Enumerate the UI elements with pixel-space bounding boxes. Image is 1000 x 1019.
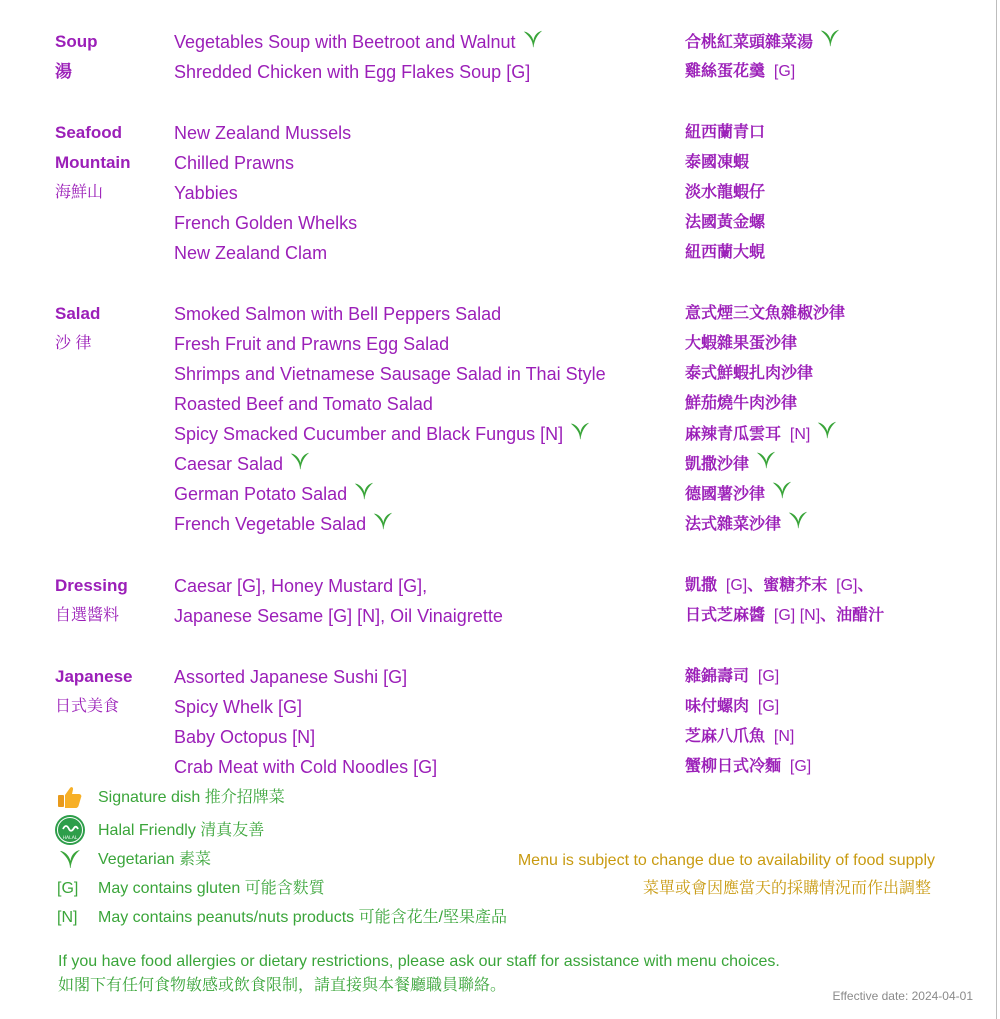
vegetarian-icon: [522, 28, 544, 59]
menu-item-en: Crab Meat with Cold Noodles [G]: [174, 757, 438, 777]
svg-text:HALAL: HALAL: [62, 836, 78, 841]
menu-item-en: Baby Octopus [N]: [174, 727, 316, 747]
menu-item-en: Spicy Smacked Cucumber and Black Fungus [N]: [174, 419, 591, 451]
menu-item-zh: 芝麻八爪魚 [N]: [685, 728, 795, 745]
category-soup-en: Soup: [55, 32, 98, 51]
dressing-line-zh: 日式芝麻醬 [G] [N]、油醋汁: [685, 607, 885, 624]
menu-item-zh: 紐西蘭青口: [685, 124, 766, 141]
legend-nuts: May contains peanuts/nuts products 可能含花生/堅果產品: [98, 909, 508, 926]
menu-item-zh: 法式雜菜沙律: [685, 509, 809, 542]
menu-item-en: Smoked Salmon with Bell Peppers Salad: [174, 304, 502, 324]
effective-date: Effective date: 2024-04-01: [832, 989, 973, 1003]
legend-halal: Halal Friendly 清真友善: [98, 822, 265, 839]
allergy-note-zh: 如閣下有任何食物敏感或飲食限制，請直接與本餐廳職員聯絡。: [58, 977, 507, 994]
dressing-line-en: Caesar [G], Honey Mustard [G],: [174, 576, 428, 596]
category-japanese-en: Japanese: [55, 667, 133, 686]
vegetarian-icon: [372, 510, 394, 541]
menu-item-zh: 德國薯沙律: [685, 479, 793, 512]
menu-item-zh: 法國黃金螺: [685, 214, 766, 231]
menu-item-zh: 合桃紅菜頭雜菜湯: [685, 27, 841, 60]
menu-item-zh: 雞絲蛋花羹 [G]: [685, 63, 796, 80]
menu-item-en: French Golden Whelks: [174, 213, 358, 233]
notice-en: Menu is subject to change due to availability of food supply: [517, 852, 935, 869]
legend-gluten: May contains gluten 可能含麩質: [98, 880, 325, 897]
menu-item-zh: 紐西蘭大蜆: [685, 244, 766, 261]
category-seafood-en-2: Mountain: [55, 153, 131, 172]
vegetarian-icon: [787, 509, 809, 542]
vegetarian-icon: [816, 419, 838, 452]
menu-item-zh: 蟹柳日式冷麵 [G]: [685, 758, 812, 775]
category-dressing-zh: 自選醬料: [55, 607, 120, 624]
vegetarian-icon: [819, 27, 841, 60]
vegetarian-icon: [289, 450, 311, 481]
menu-item-en: Yabbies: [174, 183, 238, 203]
menu-item-zh: 泰國凍蝦: [685, 154, 750, 171]
thumbs-up-icon: [57, 785, 83, 814]
category-salad-zh: 沙 律: [55, 335, 92, 352]
menu-item-en: Spicy Whelk [G]: [174, 697, 303, 717]
menu-item-zh: 鮮茄燒牛肉沙律: [685, 395, 798, 412]
notice-zh: 菜單或會因應當天的採購情況而作出調整: [642, 880, 931, 897]
dressing-line-en: Japanese Sesame [G] [N], Oil Vinaigrette: [174, 606, 503, 626]
category-seafood-en-1: Seafood: [55, 123, 123, 142]
vegetarian-icon: [58, 847, 82, 876]
legend-vegetarian: Vegetarian 素菜: [98, 851, 211, 868]
dressing-line-zh: 凱撒 [G]、蜜糖芥末 [G]、: [685, 577, 874, 594]
menu-item-zh: 泰式鮮蝦扎肉沙律: [685, 365, 814, 382]
menu-item-zh: 凱撒沙律: [685, 449, 777, 482]
legend-signature: Signature dish 推介招牌菜: [98, 789, 285, 806]
vegetarian-icon: [569, 420, 591, 451]
vegetarian-icon: [771, 479, 793, 512]
menu-item-zh: 淡水龍蝦仔: [685, 184, 766, 201]
menu-item-en: Shredded Chicken with Egg Flakes Soup [G]: [174, 62, 531, 82]
menu-item-en: Caesar Salad: [174, 449, 311, 481]
menu-item-zh: 味付螺肉 [G]: [685, 698, 780, 715]
halal-icon: [54, 814, 86, 851]
category-dressing-en: Dressing: [55, 576, 128, 595]
menu-item-zh: 麻辣青瓜雲耳 [N]: [685, 419, 838, 452]
menu-item-en: Vegetables Soup with Beetroot and Walnut: [174, 27, 544, 59]
menu-item-zh: 雜錦壽司 [G]: [685, 668, 780, 685]
menu-item-en: Fresh Fruit and Prawns Egg Salad: [174, 334, 450, 354]
menu-item-en: Chilled Prawns: [174, 153, 295, 173]
nuts-mark: [N]: [57, 909, 78, 926]
menu-item-zh: 大蝦雜果蛋沙律: [685, 335, 798, 352]
menu-item-en: German Potato Salad: [174, 479, 375, 511]
category-japanese-zh: 日式美食: [55, 698, 120, 715]
menu-item-en: New Zealand Mussels: [174, 123, 352, 143]
category-seafood-zh: 海鮮山: [55, 184, 104, 201]
menu-item-en: New Zealand Clam: [174, 243, 328, 263]
category-salad-en: Salad: [55, 304, 101, 323]
menu-item-en: Assorted Japanese Sushi [G]: [174, 667, 408, 687]
menu-item-en: Shrimps and Vietnamese Sausage Salad in Thai Style: [174, 364, 606, 384]
allergy-note-en: If you have food allergies or dietary restrictions, please ask our staff for assistance with menu choices.: [58, 953, 780, 970]
gluten-mark: [G]: [57, 880, 79, 897]
vegetarian-icon: [353, 480, 375, 511]
page-border: [996, 0, 997, 1019]
menu-item-en: Roasted Beef and Tomato Salad: [174, 394, 433, 414]
menu-item-en: French Vegetable Salad: [174, 509, 394, 541]
category-soup-zh: 湯: [55, 62, 72, 81]
menu-item-zh: 意式煙三文魚雜椒沙律: [685, 305, 846, 322]
vegetarian-icon: [755, 449, 777, 482]
